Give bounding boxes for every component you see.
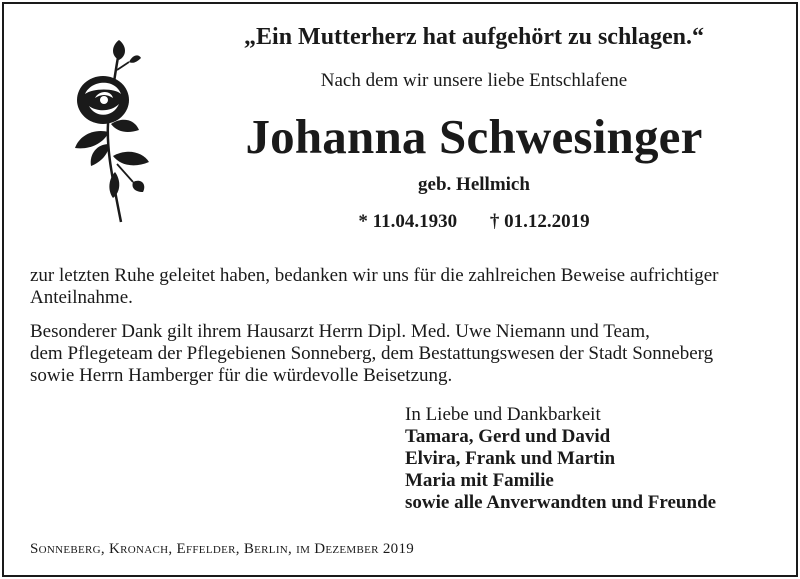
special-thanks-paragraph <box>30 321 790 387</box>
closing-line: In Liebe und Dankbarkeit <box>405 404 601 425</box>
maiden-name: geb. Hellmich <box>418 174 530 195</box>
birth-date: * 11.04.1930 <box>358 211 458 232</box>
heading-quote: „Ein Mutterherz hat aufgehört zu schlagen.“ <box>244 24 704 50</box>
obituary-card <box>2 2 798 577</box>
special-thanks-line: Besonderer Dank gilt ihrem Hausarzt Herrn Dipl. Med. Uwe Niemann und Team, <box>30 321 650 342</box>
intro-line: Nach dem wir unsere liebe Entschlafene <box>320 70 628 91</box>
signature-block <box>405 404 785 514</box>
signatory: sowie alle Anverwandten und Freunde <box>405 492 717 513</box>
life-dates <box>164 211 784 233</box>
signatory: Maria mit Familie <box>405 470 554 491</box>
rose-icon <box>49 32 159 227</box>
deceased-name: Johanna Schwesinger <box>245 109 703 164</box>
special-thanks-line: dem Pflegeteam der Pflegebienen Sonneberg, dem Bestattungswesen der Stadt Sonneberg <box>30 343 714 364</box>
signatory: Tamara, Gerd und David <box>405 426 611 447</box>
thanks-paragraph: zur letzten Ruhe geleitet haben, bedanken wir uns für die zahlreichen Beweise aufrichtiger Anteilnahme. <box>30 265 719 308</box>
death-date: † 01.12.2019 <box>489 211 590 232</box>
location-date-footer: Sonneberg, Kronach, Effelder, Berlin, im Dezember 2019 <box>30 541 415 557</box>
signatory: Elvira, Frank und Martin <box>405 448 616 469</box>
special-thanks-line: sowie Herrn Hamberger für die würdevolle Beisetzung. <box>30 365 453 386</box>
